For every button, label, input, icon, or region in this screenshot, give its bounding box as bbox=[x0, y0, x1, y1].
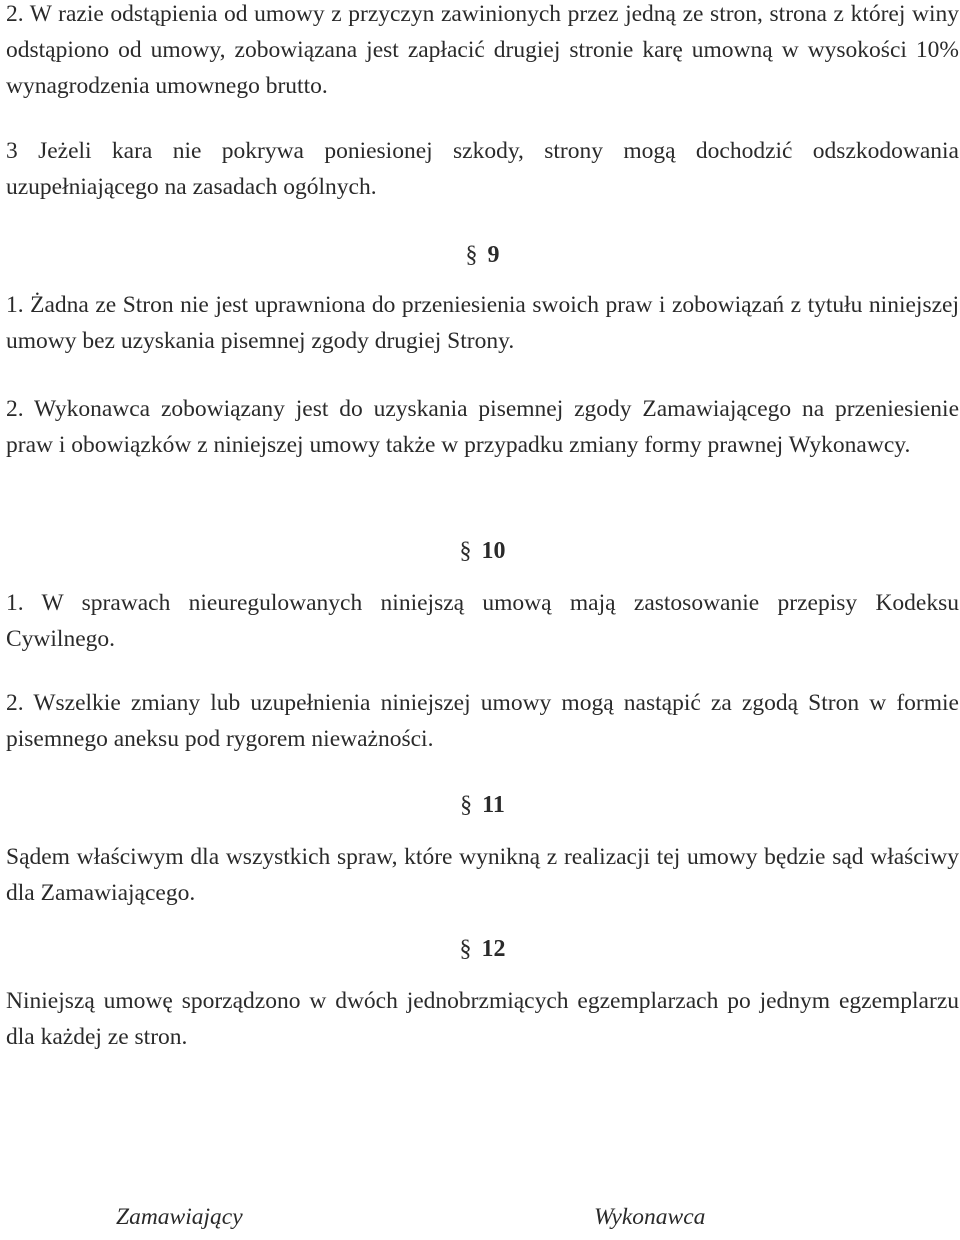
section-number: 11 bbox=[482, 792, 505, 818]
signature-contractor: Wykonawca bbox=[594, 1204, 706, 1230]
section-number: 12 bbox=[481, 936, 506, 962]
section-number: 10 bbox=[481, 538, 506, 564]
paragraph-copies: Niniejszą umowę sporządzono w dwóch jednobrzmiących egzemplarzach po jednym egzemplarzu dla każdej ze stron. bbox=[6, 988, 959, 1050]
paragraph-withdrawal-penalty: 2. W razie odstąpienia od umowy z przyczyn zawinionych przez jedną ze stron, strona z której winy odstąpiono od umowy, zobowiązana jest zapłacić drugiej stronie karę umowną w wysokości 10% wynagrodzenia umownego brutto. bbox=[6, 1, 959, 99]
paragraph-supplementary-damages: 3 Jeżeli kara nie pokrywa poniesionej szkody, strony mogą dochodzić odszkodowania uzupełniającego na zasadach ogólnych. bbox=[6, 138, 959, 200]
section-heading-12 bbox=[6, 931, 959, 967]
section-heading-9 bbox=[6, 237, 959, 273]
section-sign: § bbox=[465, 242, 478, 268]
paragraph-jurisdiction: Sądem właściwym dla wszystkich spraw, które wynikną z realizacji tej umowy będzie sąd właściwy dla Zamawiającego. bbox=[6, 844, 959, 906]
section-sign: § bbox=[459, 538, 472, 564]
paragraph-amendments: 2. Wszelkie zmiany lub uzupełnienia niniejszej umowy mogą nastąpić za zgodą Stron w formie pisemnego aneksu pod rygorem nieważności. bbox=[6, 690, 959, 752]
document-page bbox=[6, 0, 959, 1239]
section-number: 9 bbox=[487, 242, 500, 268]
section-sign: § bbox=[459, 936, 472, 962]
signature-ordering-party: Zamawiający bbox=[116, 1204, 243, 1230]
section-sign: § bbox=[460, 792, 473, 818]
paragraph-contractor-consent: 2. Wykonawca zobowiązany jest do uzyskania pisemnej zgody Zamawiającego na przeniesienie praw i obowiązków z niniejszej umowy także w przypadku zmiany formy prawnej Wykonawcy. bbox=[6, 396, 959, 458]
paragraph-civil-code: 1. W sprawach nieuregulowanych niniejszą umową mają zastosowanie przepisy Kodeksu Cywilnego. bbox=[6, 590, 959, 652]
section-heading-11 bbox=[6, 787, 959, 823]
paragraph-transfer-rights: 1. Żadna ze Stron nie jest uprawniona do przeniesienia swoich praw i zobowiązań z tytułu niniejszej umowy bez uzyskania pisemnej zgody drugiej Strony. bbox=[6, 292, 959, 354]
signature-row bbox=[0, 1204, 960, 1240]
section-heading-10 bbox=[6, 533, 959, 569]
